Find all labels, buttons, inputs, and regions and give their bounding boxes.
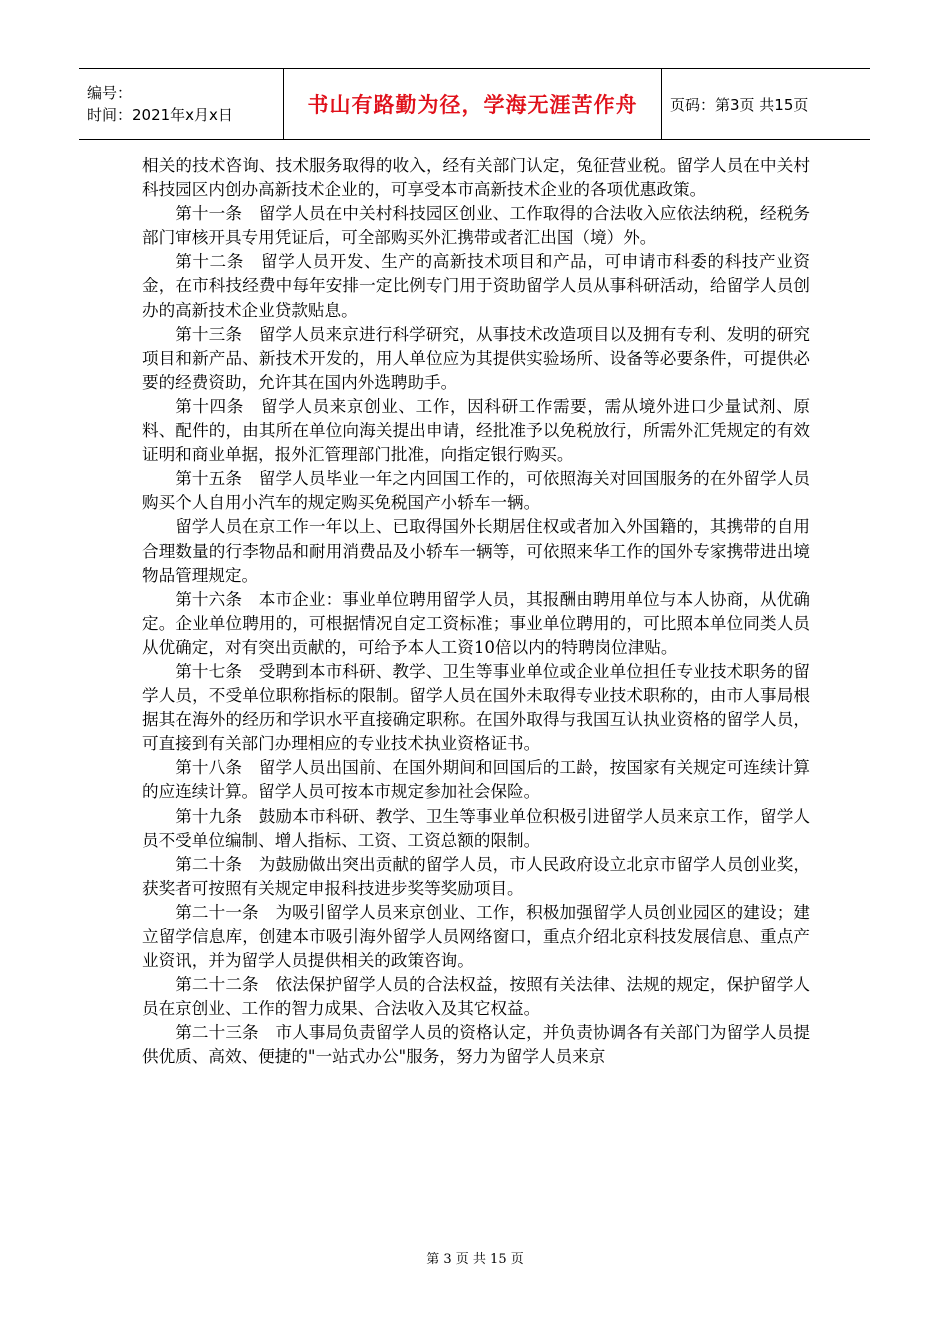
header-page-info: 页码：第3页 共15页 [670,95,809,114]
document-header [79,68,870,140]
paragraph: 第十四条 留学人员来京创业、工作，因科研工作需要，需从境外进口少量试剂、原料、配件的，由其所在单位向海关提出申请，经批准予以免税放行，所需外汇凭规定的有效证明和商业单据，报外汇管理部门批准，向指定银行购买。 [142,396,810,465]
header-motto-cell [284,69,662,139]
paragraph: 第二十二条 依法保护留学人员的合法权益，按照有关法律、法规的规定，保护留学人员在京创业、工作的智力成果、合法收入及其它权益。 [142,975,810,1019]
paragraph: 第十六条 本市企业：事业单位聘用留学人员，其报酬由聘用单位与本人协商，从优确定。企业单位聘用的，可根据情况自定工资标准；事业单位聘用的，可比照本单位同类人员从优确定，对有突出贡献的，可给予本人工资10倍以内的特聘岗位津贴。 [142,589,810,657]
header-meta [79,69,284,139]
header-page-cell [662,69,870,139]
paragraph: 第十八条 留学人员出国前、在国外期间和回国后的工龄，按国家有关规定可连续计算的应连续计算。留学人员可按本市规定参加社会保险。 [142,758,810,802]
page-footer: 第 3 页 共 15 页 [426,1252,524,1267]
paragraph: 第十七条 受聘到本市科研、教学、卫生等事业单位或企业单位担任专业技术职务的留学人员，不受单位职称指标的限制。留学人员在国外未取得专业技术职称的，由市人事局根据其在海外的经历和学识水平直接确定职称。在国外取得与我国互认执业资格的留学人员，可直接到有关部门办理相应的专业技术执业资格证书。 [142,661,810,754]
paragraph: 第十九条 鼓励本市科研、教学、卫生等事业单位积极引进留学人员来京工作，留学人员不受单位编制、增人指标、工资、工资总额的限制。 [142,806,810,850]
paragraph: 第十二条 留学人员开发、生产的高新技术项目和产品，可申请市科委的科技产业资金，在市科技经费中每年安排一定比例专门用于资助留学人员从事科研活动，给留学人员创办的高新技术企业贷款贴息。 [142,252,810,320]
paragraph: 第二十条 为鼓励做出突出贡献的留学人员，市人民政府设立北京市留学人员创业奖，获奖者可按照有关规定申报科技进步奖等奖励项目。 [142,854,810,898]
paragraph: 留学人员在京工作一年以上、已取得国外长期居住权或者加入外国籍的，其携带的自用合理数量的行李物品和耐用消费品及小轿车一辆等，可依照来华工作的国外专家携带进出境物品管理规定。 [142,517,810,585]
paragraph: 第二十三条 市人事局负责留学人员的资格认定，并负责协调各有关部门为留学人员提供优质、高效、便捷的"一站式办公"服务，努力为留学人员来京 [142,1023,810,1067]
paragraph: 第十三条 留学人员来京进行科学研究，从事技术改造项目以及拥有专利、发明的研究项目和新产品、新技术开发的，用人单位应为其提供实验场所、设备等必要条件，可提供必要的经费资助，允许其在国内外选聘助手。 [142,324,810,392]
paragraph: 相关的技术咨询、技术服务取得的收入，经有关部门认定，兔征营业税。留学人员在中关村科技园区内创办高新技术企业的，可享受本市高新技术企业的各项优惠政策。 [142,156,810,200]
paragraph: 第十五条 留学人员毕业一年之内回国工作的，可依照海关对回国服务的在外留学人员购买个人自用小汽车的规定购买免税国产小轿车一辆。 [142,469,810,513]
header-motto: 书山有路勤为径，学海无涯苦作舟 [307,93,638,117]
document-body [142,154,810,1070]
paragraph: 第十一条 留学人员在中关村科技园区创业、工作取得的合法收入应依法纳税，经税务部门审核开具专用凭证后，可全部购买外汇携带或者汇出国（境）外。 [142,204,810,248]
number-label: 编号： [87,84,133,102]
time-label: 时间：2021年x月x日 [87,106,233,124]
paragraph: 第二十一条 为吸引留学人员来京创业、工作，积极加强留学人员创业园区的建设；建立留学信息库，创建本市吸引海外留学人员网络窗口，重点介绍北京科技发展信息、重点产业资讯，并为留学人员提供相关的政策咨询。 [142,902,810,971]
